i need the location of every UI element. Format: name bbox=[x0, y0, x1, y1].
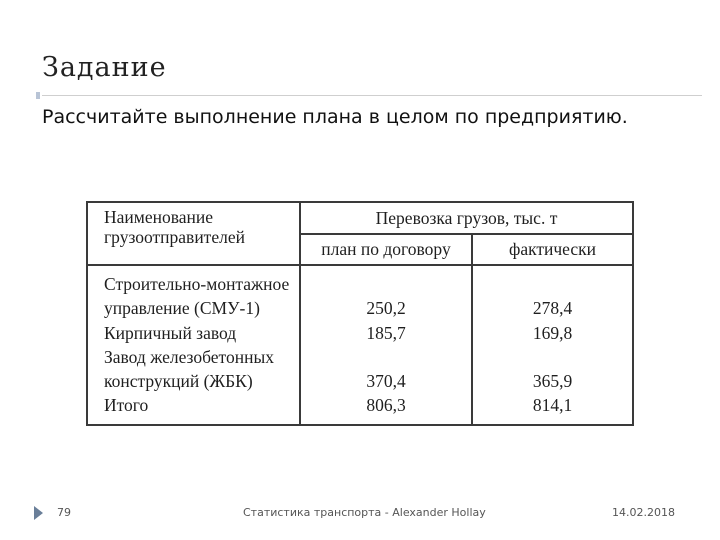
table-cell-actual bbox=[479, 345, 626, 369]
column-plan bbox=[300, 265, 472, 425]
footer-arrow-icon bbox=[34, 506, 43, 520]
table-cell-plan bbox=[307, 272, 465, 296]
table-row-name: Кирпичный завод bbox=[104, 322, 237, 343]
title-divider bbox=[42, 95, 702, 96]
table-header-row bbox=[87, 202, 633, 234]
table-cell-plan: 370,4 bbox=[366, 371, 406, 392]
title-accent-mark bbox=[36, 92, 40, 99]
column-names bbox=[87, 265, 300, 425]
column-actual bbox=[472, 265, 633, 425]
table-row-name: Строительно-монтажное bbox=[104, 274, 290, 294]
header-plan: план по договору bbox=[300, 234, 472, 265]
table-row-name: Итого bbox=[104, 395, 149, 416]
table-cell-actual bbox=[479, 272, 626, 296]
table-cell-plan: 806,3 bbox=[366, 395, 406, 416]
table-cell-actual: 365,9 bbox=[532, 371, 573, 392]
table-cell-actual: 814,1 bbox=[532, 395, 573, 416]
footer-text: Статистика транспорта - Alexander Hollay bbox=[243, 506, 486, 519]
table-cell-actual: 278,4 bbox=[532, 298, 573, 319]
freight-table bbox=[86, 201, 634, 426]
slide-title: Задание bbox=[42, 52, 167, 83]
header-shipper-line2: грузоотправителей bbox=[104, 227, 245, 248]
table-row-name: управление (СМУ-1) bbox=[104, 298, 260, 319]
table-cell-actual: 169,8 bbox=[532, 322, 573, 343]
table-cell-plan: 250,2 bbox=[366, 298, 406, 319]
table-cell-plan bbox=[307, 345, 465, 369]
slide-number: 79 bbox=[57, 506, 71, 519]
footer-date: 14.02.2018 bbox=[612, 506, 675, 519]
header-shipper-name bbox=[87, 202, 300, 265]
task-text: Рассчитайте выполнение плана в целом по предприятию. bbox=[42, 106, 628, 128]
table-body-row bbox=[87, 265, 633, 425]
header-freight-group: Перевозка грузов, тыс. т bbox=[300, 202, 633, 234]
header-shipper-line1: Наименование bbox=[104, 207, 214, 227]
table-cell-plan: 185,7 bbox=[366, 322, 406, 343]
header-actual: фактически bbox=[472, 234, 633, 265]
table-row-name: конструкций (ЖБК) bbox=[104, 371, 253, 392]
table-row-name: Завод железобетонных bbox=[104, 346, 274, 367]
